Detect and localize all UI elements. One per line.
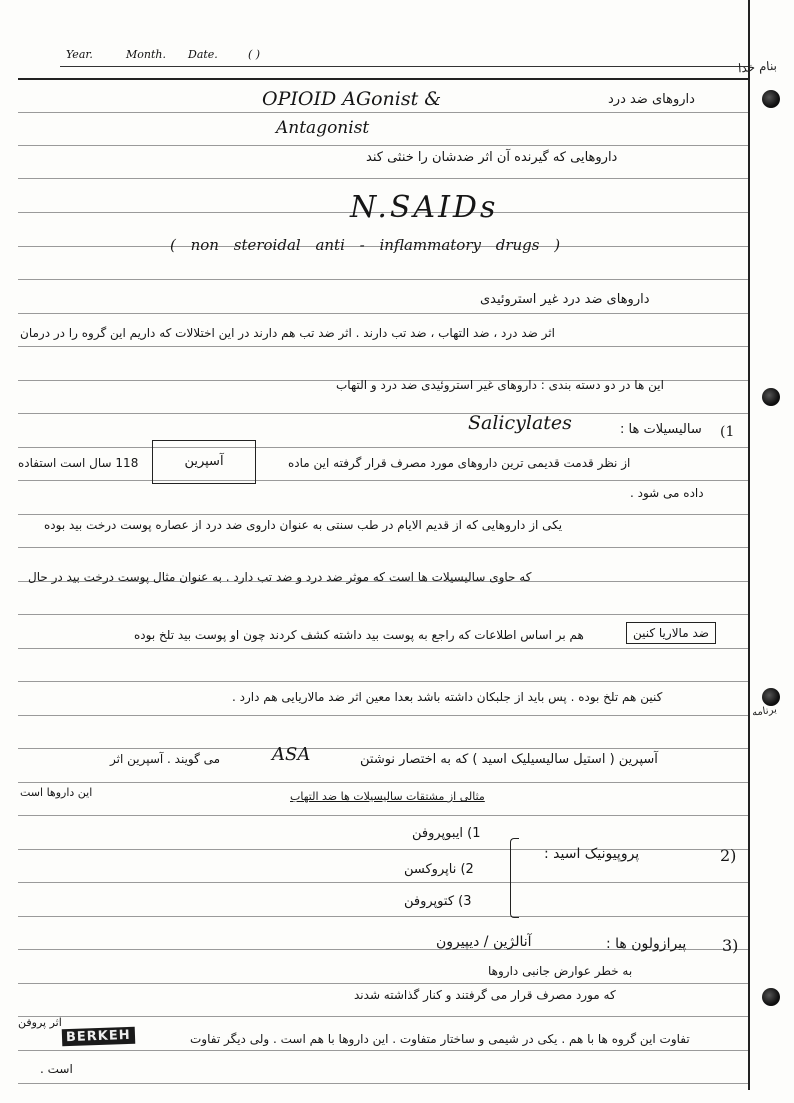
ruled-line [18, 112, 748, 113]
line-salicylate-derivatives: مثالی از مشتقات سالیسیلات ها ضد التهاب [290, 790, 485, 803]
line-effects: اثر ضد درد ، ضد التهاب ، ضد تب دارند . اثر ضد تب هم دارند در این اختلالات که داریم این گروه را در درمان [20, 326, 555, 340]
ruled-line [18, 313, 748, 314]
ruled-line [18, 514, 748, 515]
line-antagonist-desc: داروهایی که گیرنده آن اثر ضدشان را خنثی کند [366, 150, 618, 165]
line-history-years: 118 سال است استفاده [18, 456, 139, 470]
header-paren: ( ) [248, 48, 261, 61]
line-analgesics-fa: داروهای ضد درد [608, 92, 695, 107]
punch-hole [762, 988, 780, 1006]
item-number-3: 3) [722, 936, 739, 955]
watermark-logo: BERKEH [62, 1027, 135, 1047]
line-nsaid-definition: داروهای ضد درد غیر استروئیدی [480, 292, 650, 307]
line-history: از نظر قدمت قدیمی ترین داروهای مورد مصرف قرار گرفته این ماده [288, 456, 631, 470]
ruled-line [18, 480, 748, 481]
line-withdrawn: که مورد مصرف قرار می گرفتند و کنار گذاشته شدند [354, 988, 616, 1002]
line-asa-en: ASA [272, 744, 311, 765]
ruled-line [18, 882, 748, 883]
line-categories: این ها در دو دسته بندی : داروهای غیر استروئیدی ضد درد و التهاب [336, 378, 664, 392]
item-number-2: 2) [720, 846, 737, 865]
drug-ibuprofen: 1) ایبوپروفن [412, 826, 481, 841]
line-salicylates-en: Salicylates [468, 412, 572, 434]
line-willow-bark: یکی از داروهایی که از قدیم الایام در طب سنتی به عنوان داروی ضد درد از عصاره پوست درخت بید بوده [44, 518, 563, 532]
drug-dipyrone: آنالژین / دیپیرون [436, 934, 532, 950]
line-final: است . [40, 1062, 73, 1076]
line-antagonist: Antagonist [276, 118, 370, 138]
item-number-1: (1 [720, 424, 735, 440]
header-rule [18, 78, 748, 80]
ruled-line [18, 279, 748, 280]
punch-hole [762, 688, 780, 706]
aspirin-box: آسپرین [152, 440, 256, 484]
page-subtitle: ( non steroidal anti - inflammatory drugs ) [170, 236, 561, 254]
line-side-effects: به خطر عوارض جانبی داروها [488, 964, 633, 978]
margin-top-note: بنام خدا [737, 58, 778, 76]
drug-ketoprofen: 3) کتوپروفن [404, 894, 472, 909]
ruled-line [18, 1050, 748, 1051]
ruled-line [18, 681, 748, 682]
ruled-line [18, 983, 748, 984]
ruled-line [18, 447, 748, 448]
page-title: N.SAIDs [350, 190, 499, 225]
line-salicylate-content: که حاوی سالیسیلات ها است که موثر ضد درد و ضد تب دارد . به عنوان مثال پوست درخت بید در حال [28, 570, 532, 584]
line-quinine: هم بر اساس اطلاعات که راجع به پوست بید داشته کشف کردند چون او پوست بید تلخ بوده [134, 628, 584, 642]
ruled-line [18, 547, 748, 548]
line-salicylates-fa: سالیسیلات ها : [620, 422, 702, 437]
ruled-line [18, 346, 748, 347]
ruled-line [18, 782, 748, 783]
drug-list-bracket [510, 838, 519, 918]
line-aspirin-tail: می گویند . آسپرین اثر [110, 752, 221, 766]
ruled-line [18, 748, 748, 749]
margin-line [748, 0, 750, 1090]
ruled-line [18, 413, 748, 414]
line-group-differences: تفاوت این گروه ها با هم . یکی در شیمی و ساختار متفاوت . این داروها با هم است . ولی دیگر تفاوت [190, 1032, 690, 1046]
header-date: Date. [188, 48, 218, 61]
ruled-line [18, 815, 748, 816]
ruled-line [18, 145, 748, 146]
ruled-line [18, 715, 748, 716]
ruled-line [18, 916, 748, 917]
ruled-line [18, 614, 748, 615]
ruled-line [18, 1016, 748, 1017]
line-history-end: داده می شود . [630, 486, 704, 500]
header-month: Month. [126, 48, 166, 61]
punch-hole [762, 388, 780, 406]
line-quinine-bitter: کنین هم تلخ بوده . پس باید از جلبکان داشته باشد بعدا معین اثر ضد مالاریایی هم دارد . [232, 690, 663, 704]
line-aspirin-asa: آسپرین ( استیل سالیسیلیک اسید ) که به اختصار نوشتن [360, 752, 658, 767]
quinine-box: ضد مالاریا کنین [626, 622, 716, 644]
punch-hole [762, 90, 780, 108]
ruled-line [18, 648, 748, 649]
margin-side-note: برنامه [751, 704, 778, 719]
line-difference-margin: اثر پروفن [18, 1016, 62, 1029]
line-propionic-acid: پروپیونیک اسید : [544, 846, 640, 862]
line-opioid-agonist: OPIOID AGonist & [262, 88, 442, 110]
ruled-line [18, 1083, 748, 1084]
header-year: Year. [66, 48, 93, 61]
line-pyrazolones: پیرازولون ها : [606, 936, 687, 952]
ruled-line [18, 178, 748, 179]
line-aspirin-margin: این داروها است [20, 786, 93, 799]
drug-naproxen: 2) ناپروکسن [404, 862, 474, 877]
header-line [60, 66, 748, 67]
